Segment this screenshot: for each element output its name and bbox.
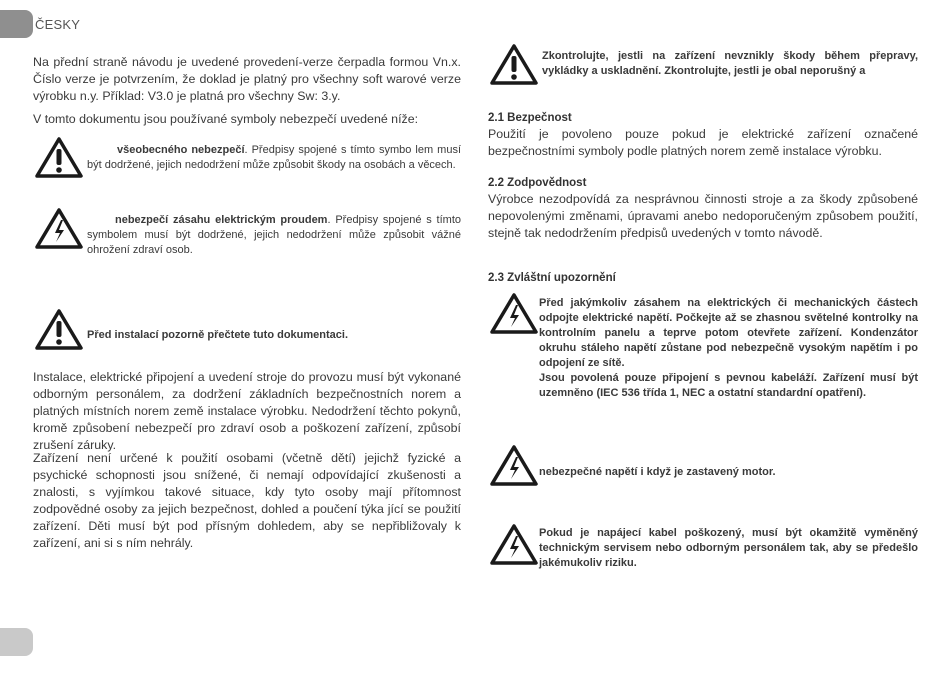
damaged-cable-warning: Pokud je napájecí kabel poškozený, musí být okamžitě vyměněný technickým servisem nebo odborným personálem tak, aby se předešlo jakémukoliv riziku.: [539, 527, 918, 569]
page-tab-top: [0, 10, 33, 38]
warning-exclamation-icon: [35, 136, 83, 178]
high-voltage-icon: [490, 444, 538, 486]
installation-text: Instalace, elektrické připojení a uvedení stroje do provozu musí být vykonané odborným personálem, za dodržení základních bezpečnostních norem a platných místních norem země instalace výrobku. Nedodržení těchto pokynů, kromě způsobení nebezpečí pro zdraví osob a poškození zařízení, způsobí zrušení záruky.: [33, 370, 461, 452]
section-2-2-text: Výrobce nezodpovídá za nesprávnou činnosti stroje a za škody způsobené nepovolenými změnami, úpravami anebo nedoporučeným způsobem použití, stejně tak nedodržením předpisů uvedených v tomto návodě.: [488, 192, 918, 240]
page-tab-bottom: [0, 628, 33, 656]
transport-check-note: Zkontrolujte, jestli na zařízení nevznikly škody během přepravy, vykládky a uskladnění. Zkontrolujte, jestli je obal neporušný a: [542, 50, 918, 77]
users-restriction-text: Zařízení není určené k použití osobami (včetně dětí) jejichž fyzické a psychické schopnosti jsou snížené, či nemají odpovídající zkušenosti a znalosti, s vyjímkou takové situace, kdy tyto osoby mají přítomnost zodpovědné osoby za jejich bezpečnost, dohled a poučení týka jící se použití zařízení. Děti musí být pod přísným dohledem, aby se nepřibližovaly k zařízení, ani si s ním nehrály.: [33, 451, 461, 550]
read-documentation-note: Před instalací pozorně přečtete tuto dokumentaci.: [87, 329, 348, 341]
high-voltage-icon: [35, 207, 83, 249]
electric-danger-text: [87, 213, 461, 258]
section-2-2-title: 2.2 Zodpovědnost: [488, 177, 587, 189]
general-danger-text: [87, 143, 461, 173]
warning-exclamation-icon: [35, 308, 83, 350]
version-intro: Na přední straně návodu je uvedené provedení-verze čerpadla formou Vn.x. Číslo verze je potvrzením, že doklad je platný pro všechny soft warové verze výrobku n.y. Příklad: V3.0 je platná pro všechny Sw: 3.y.: [33, 55, 461, 103]
high-voltage-icon: [490, 292, 538, 334]
language-label: ČESKY: [35, 17, 81, 32]
general-danger-title: všeobecného nebezpečí: [117, 144, 245, 156]
electric-danger-desc: . Předpisy spojené s tímto symbolem musí být dodržené, jejich nedodržení může způsobit vážné ohrožení zdraví osob.: [87, 214, 461, 256]
section-2-1-text: Použití je povoleno pouze pokud je elektrické zařízení označené bezpečnostními symboly podle platných norem země instalace výrobku.: [488, 127, 918, 158]
disconnect-warning: Před jakýmkoliv zásahem na elektrických či mechanických částech odpojte elektrické napětí. Počkejte až se zhasnou světelné kontrolky na kontrolním panelu a teprve potom otevřete zařízení. Kondenzátor okruhu stáleho napětí zůstane pod nebezpečně vysokým napětím i po odpojení ze sítě.: [539, 297, 918, 369]
warning-exclamation-icon: [490, 43, 538, 85]
fixed-wiring-warning: Jsou povolená pouze připojení s pevnou kabeláží. Zařízení musí být uzemněno (IEC 536 třída 1, NEC a ostatní standardní opatření).: [539, 372, 918, 399]
motor-stopped-warning: nebezpečné napětí i když je zastavený motor.: [539, 466, 776, 478]
section-2-1-title: 2.1 Bezpečnost: [488, 112, 572, 124]
symbols-intro: V tomto dokumentu jsou používané symboly nebezpečí uvedené níže:: [33, 112, 419, 126]
high-voltage-icon: [490, 523, 538, 565]
electric-danger-title: nebezpečí zásahu elektrickým proudem: [115, 214, 328, 226]
section-2-3-title: 2.3 Zvláštní upozornění: [488, 272, 616, 284]
general-danger-desc: . Předpisy spojené s tímto symbo lem musí být dodržené, jejich nedodržení může způsobit škody na osobách a věcech.: [87, 144, 461, 171]
